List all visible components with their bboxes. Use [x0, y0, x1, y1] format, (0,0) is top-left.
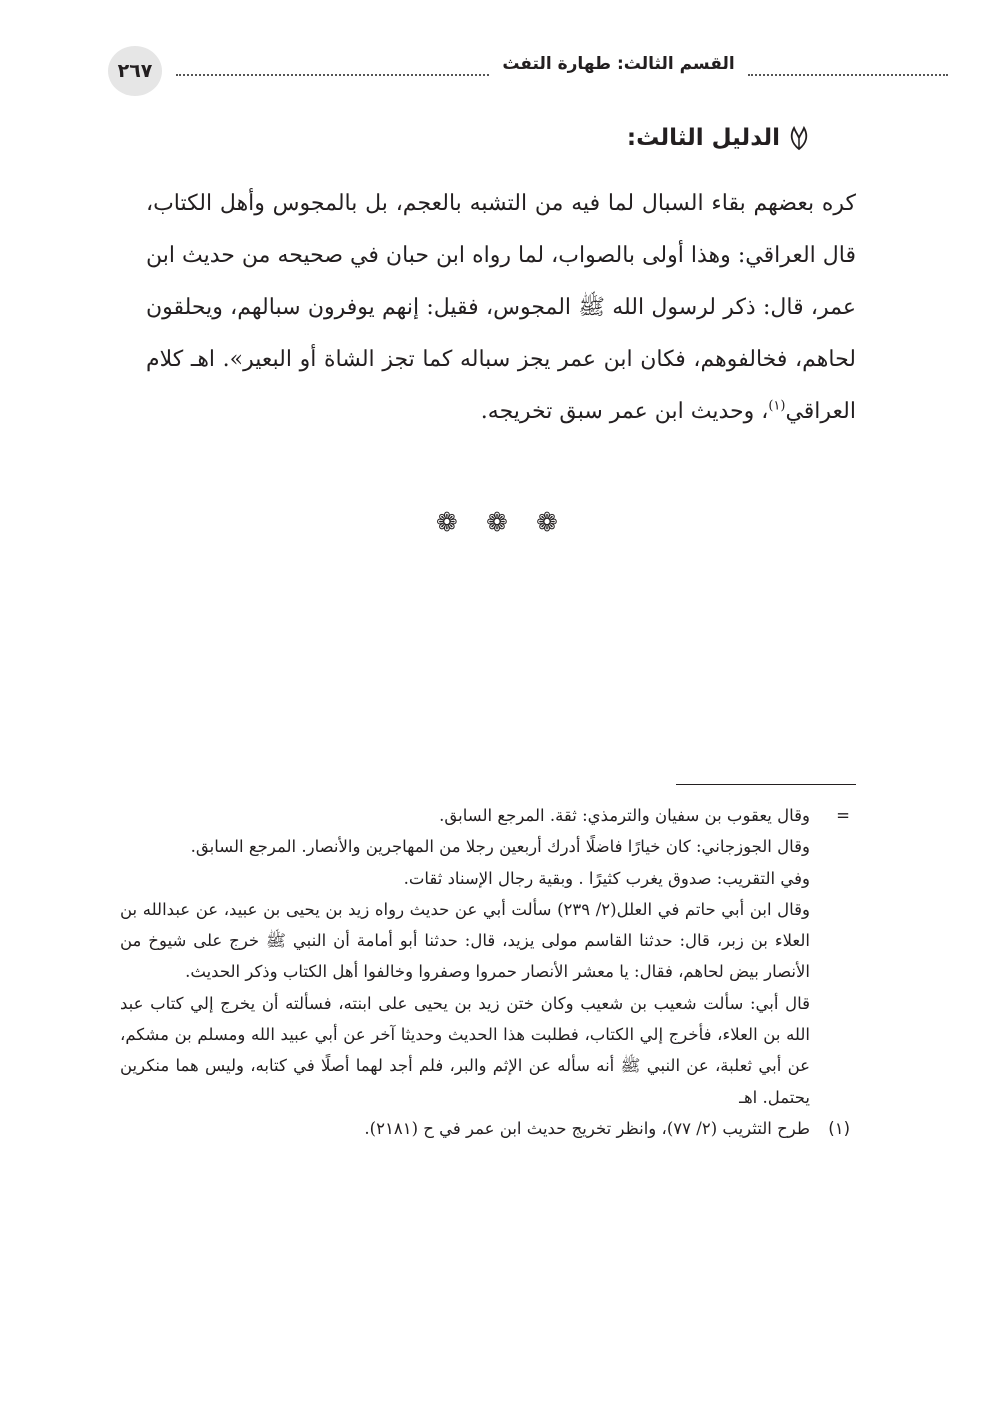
paragraph-tail: ، وحديث ابن عمر سبق تخريجه.	[480, 399, 769, 424]
footnote-continuation	[120, 800, 856, 1113]
footnote-1-text: طرح التثريب (٢/ ٧٧)، وانظر تخريج حديث ابن عمر في ح (٢١٨١).	[364, 1118, 810, 1138]
footnote-1	[120, 1113, 856, 1144]
footnote-line: وقال ابن أبي حاتم في العلل(٢/ ٢٣٩) سألت أبي عن حديث رواه زيد بن يحيى بن عبيد، عن عبدالله بن العلاء بن زبر، قال: حدثنا القاسم مولى يزيد، قال: حدثنا أبو أمامة أن النبي ﷺ خرج على شيوخ من الأنصار بيض لحاهم، فقال: يا معشر الأنصار حمروا وصفروا وخالفوا أهل الكتاب وذكر الحديث.	[120, 899, 810, 982]
header-dotted-leader-left	[176, 58, 489, 76]
section-heading	[627, 125, 810, 151]
footnote-line: وقال الجوزجاني: كان خيارًا فاضلًا أدرك أربعين رجلا من المهاجرين والأنصار. المرجع السابق.	[190, 837, 810, 857]
footnote-reference[interactable]: (١)	[768, 398, 786, 414]
continuation-marker: =	[836, 806, 850, 825]
footnote-separator	[676, 784, 856, 785]
paragraph-text: كره بعضهم بقاء السبال لما فيه من التشبه بالعجم، بل بالمجوس وأهل الكتاب، قال العراقي: وهذا أولى بالصواب، لما رواه ابن حبان في صحيحه من حديث ابن عمر، قال: ذكر لرسول الله ﷺ المجوس، فقيل: إنهم يوفرون سبالهم، ويحلقون لحاهم، فخالفوهم، فكان ابن عمر يجز سباله كما تجز الشاة أو البعير». اهـ كلام العراقي	[146, 191, 856, 424]
footnote-line: وقال يعقوب بن سفيان والترمذي: ثقة. المرجع السابق.	[439, 806, 810, 825]
footnote-line: وفي التقريب: صدوق يغرب كثيرًا . وبقية رجال الإسناد ثقات.	[403, 868, 810, 888]
heading-text: الدليل الثالث:	[626, 125, 780, 151]
leaf-icon	[788, 125, 810, 151]
running-header	[108, 46, 844, 96]
header-title: القسم الثالث: طهارة التفث	[502, 54, 735, 74]
section-divider-ornament: ❁ ❁ ❁	[436, 508, 568, 538]
main-paragraph	[146, 178, 856, 438]
header-dotted-leader-right	[748, 58, 948, 76]
page-number: ٢٦٧	[108, 46, 162, 96]
footnote-1-marker: (١)	[828, 1118, 850, 1138]
footnotes	[120, 800, 856, 1144]
footnote-line: قال أبي: سألت شعيب بن شعيب وكان ختن زيد بن يحيى على ابنته، فسألته أن يخرج إلي كتاب عبد الله بن العلاء، فأخرج إلي الكتاب، فطلبت هذا الحديث وحديثا آخر عن أبي عبيد الله ومسلم بن مشكم، عن أبي ثعلبة، عن النبي ﷺ أنه سأله عن الإثم والبر، فلم أجد لهما أصلًا في كتابه، وليس هما منكرين يحتمل. اهـ	[120, 993, 810, 1107]
